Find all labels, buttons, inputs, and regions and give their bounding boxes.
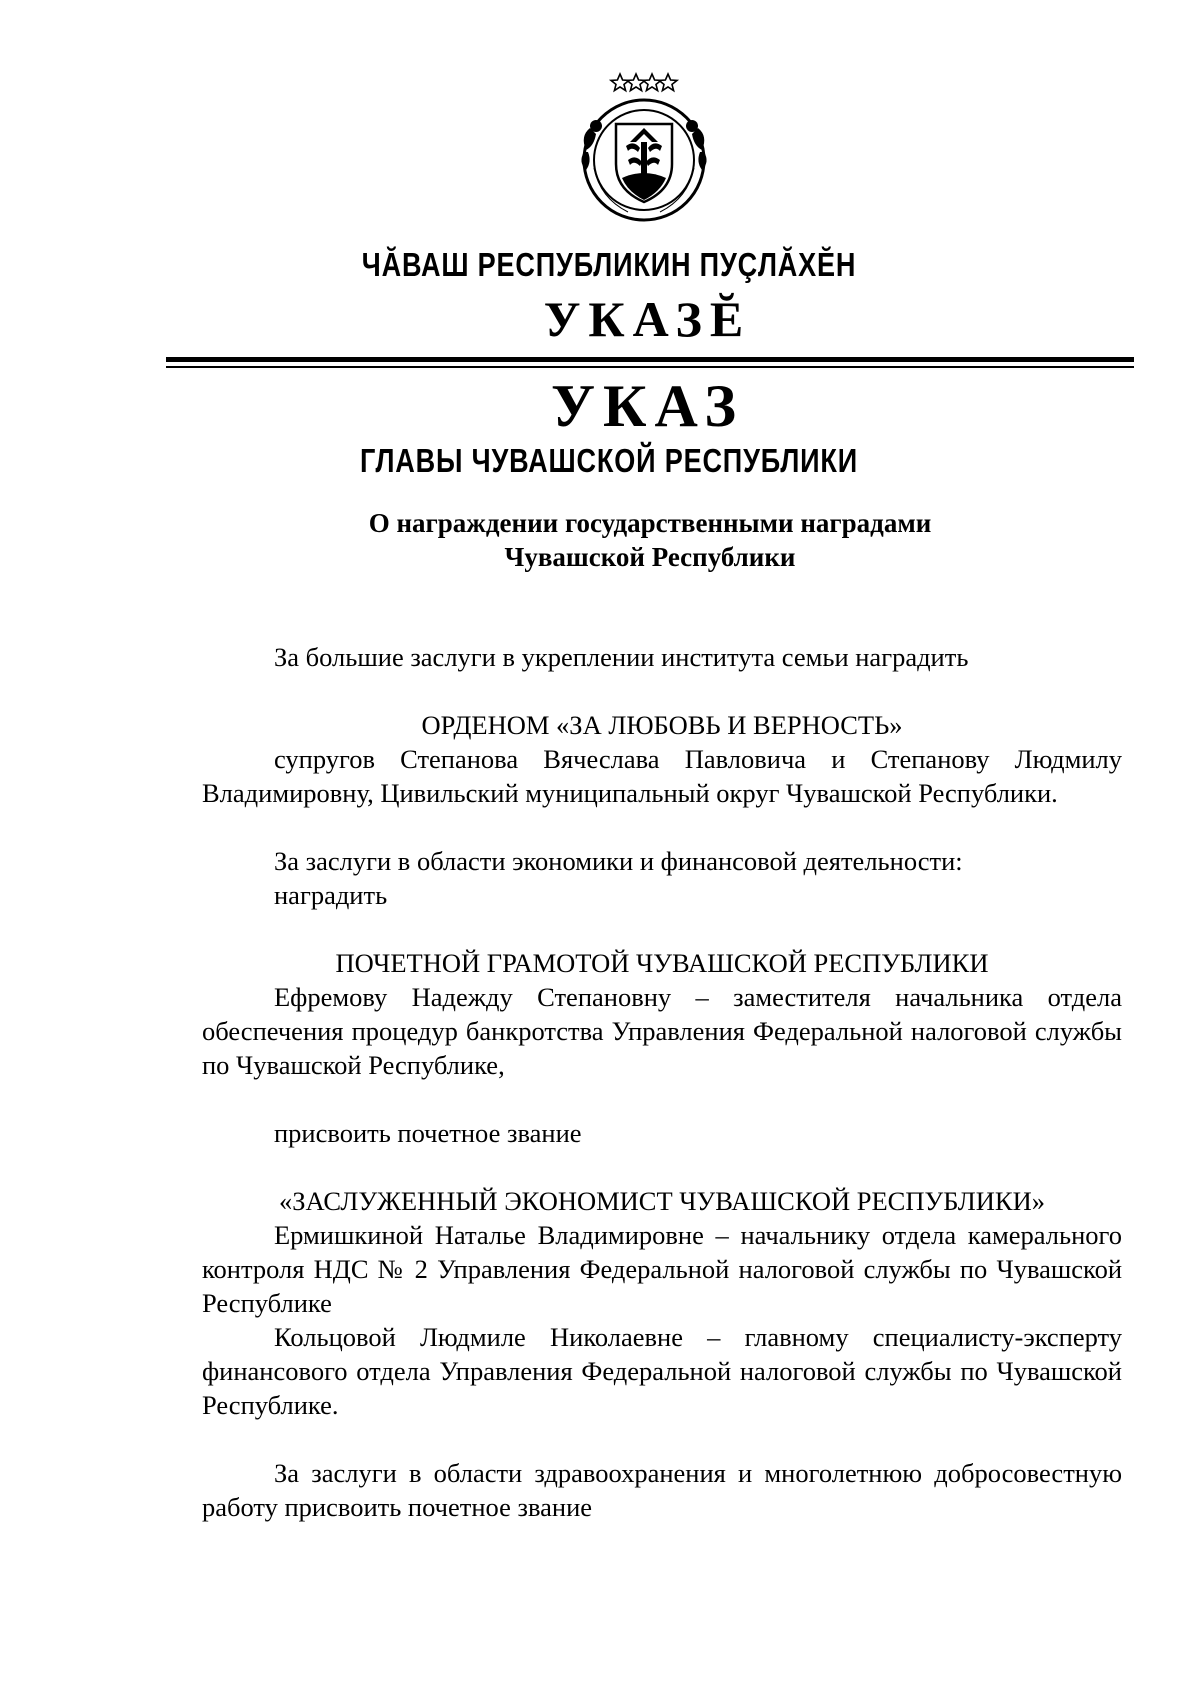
paragraph-healthcare-intro: За заслуги в области здравоохранения и многолетнюю добросовестную работу присвоить почетное звание xyxy=(202,1458,1122,1522)
awardee-ermishkina: Ермишкиной Наталье Владимировне – начальнику отдела камерального контроля НДС № 2 Управления Федеральной налоговой службы по Чувашской Республике xyxy=(202,1220,1122,1318)
header-divider-thin xyxy=(166,366,1134,368)
paragraph-family-intro: За большие заслуги в укреплении института семьи наградить xyxy=(274,642,969,672)
awardee-efremova: Ефремову Надежду Степановну – заместителя начальника отдела обеспечения процедур банкротства Управления Федеральной налоговой службы по Чувашской Республике, xyxy=(202,982,1122,1080)
award-certificate-of-honor: ПОЧЕТНОЙ ГРАМОТОЙ ЧУВАШСКОЙ РЕСПУБЛИКИ xyxy=(335,948,989,978)
chuvash-decree-word: УКАЗĔ xyxy=(543,291,752,347)
award-order-love-fidelity: ОРДЕНОМ «ЗА ЛЮБОВЬ И ВЕРНОСТЬ» xyxy=(421,710,903,740)
paragraph-title-action: присвоить почетное звание xyxy=(274,1118,582,1148)
russian-decree-word: УКАЗ xyxy=(550,373,745,439)
awardee-koltsova: Кольцовой Людмиле Николаевне – главному специалисту-эксперту финансового отдела Управления Федеральной налоговой службы по Чувашской Республике. xyxy=(202,1322,1122,1420)
decree-subject xyxy=(150,506,1150,574)
paragraph-economy-intro: За заслуги в области экономики и финансовой деятельности: xyxy=(274,846,963,876)
paragraph-economy-action: наградить xyxy=(274,880,388,910)
award-honored-economist: «ЗАСЛУЖЕННЫЙ ЭКОНОМИСТ ЧУВАШСКОЙ РЕСПУБЛИКИ» xyxy=(279,1186,1045,1216)
subject-line-1: О награждении государственными наградами xyxy=(368,508,932,538)
coat-of-arms-emblem xyxy=(570,68,720,228)
subject-line-2: Чувашской Республики xyxy=(504,542,796,572)
russian-header-title: ГЛАВЫ ЧУВАШСКОЙ РЕСПУБЛИКИ xyxy=(359,442,859,479)
chuvash-header-title: ЧĂВАШ РЕСПУБЛИКИН ПУÇЛĂХĔН xyxy=(361,246,857,283)
awardee-stepanovs: супругов Степанова Вячеслава Павловича и Степанову Людмилу Владимировну, Цивильский муниципальный округ Чувашской Республики. xyxy=(202,744,1122,808)
header-divider-thick xyxy=(166,357,1134,362)
decree-body xyxy=(202,640,1122,1524)
